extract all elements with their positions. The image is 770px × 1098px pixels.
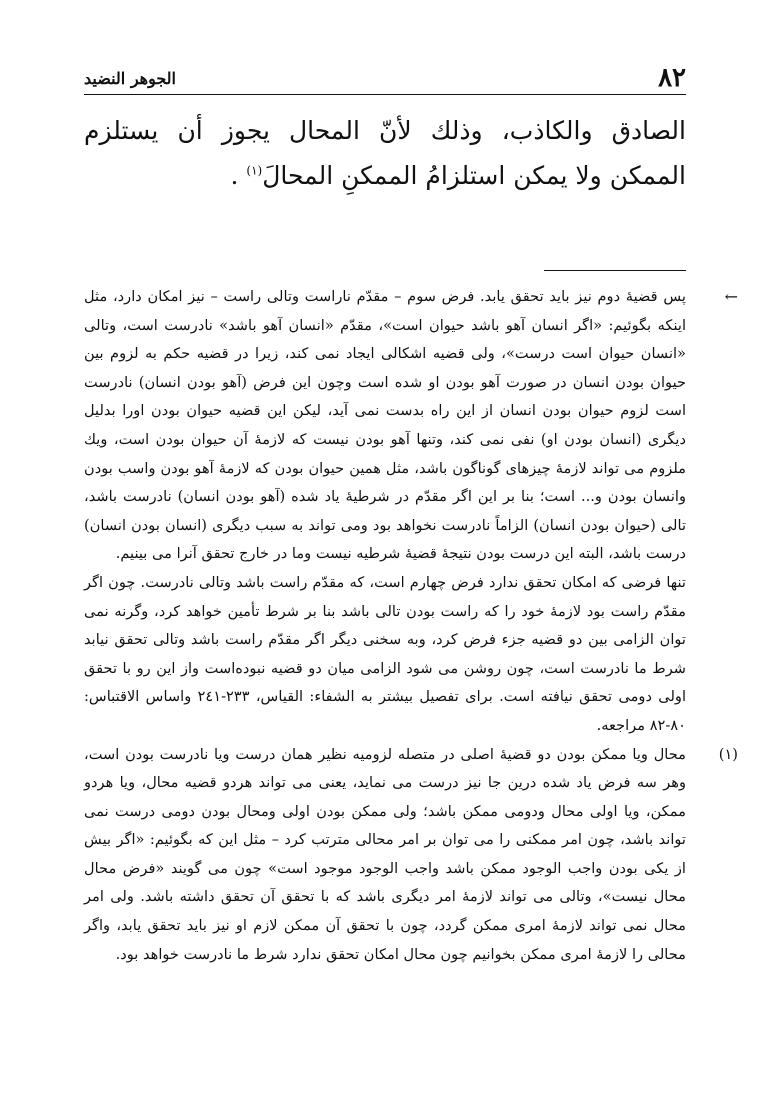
footnote-number: (١) xyxy=(718,745,738,763)
running-title: الجوهر النضيد xyxy=(84,69,176,88)
main-text-body: الصادق والكاذب، وذلك لأنّ المحال يجوز أن يستلزم الممكن ولا يمكن استلزامُ الممكنِ المحالَ xyxy=(84,116,686,190)
main-text-end-mark: . xyxy=(230,161,247,190)
page-header xyxy=(84,64,686,95)
footnotes xyxy=(84,283,738,969)
page-number: ٨٢ xyxy=(658,63,686,93)
footnote-reference[interactable]: (١) xyxy=(246,163,263,178)
footnote-1 xyxy=(84,741,738,970)
footnote-paragraph: محال ويا ممكن بودن دو قضيۀ اصلى در متصله لزوميه نظير همان درست ويا نادرست بودن است، وهر سه فرض ياد شده درين جا نيز درست مى نمايد، يعنى مى تواند هردو قضيه محال، ويا هردو ممكن، ويا اولى محال ودومى ممكن باشد؛ ولى ممكن بودن اولى ومحال بودن دومى درست نمى تواند باشد، چون امر ممكنى را مى توان بر امر محالى مترتب كرد – مثل اين كه بگوئيم: «اگر بيش از يكى بودن واجب الوجود ممكن باشد واجب الوجود موجود است» چون مى گويند «فرض محال محال نيست»، وتالى مى تواند لازمۀ امر ديگرى باشد كه با تحقق آن تحقق داشته باشد. ولى امر محال نمى تواند لازمۀ امرى ممكن گردد، چون با تحقق آن ممكن لازم او نيز بايد تحقق يابد، واگر محالى را لازمۀ امرى ممكن بخوانيم چون محال امكان تحقق ندارد شرط ما نادرست خواهد بود. xyxy=(84,745,686,963)
footnote-paragraph: پس قضيۀ دوم نيز بايد تحقق يابد. فرض سوم – مقدّم ناراست وتالى راست – نيز امكان دارد، مثل اينكه بگوئيم: «اگر انسان آهو باشد حيوان است»، مقدّم «انسان آهو باشد» نادرست است، وتالى «انسان حيوان است درست»، ولى قضيه اشكالى ايجاد نمى كند، زيرا در قضيه حكم به لزوم بين حيوان بودن انسان در صورت آهو بودن او شده است وچون اين فرض (آهو بودن انسان) نادرست است لزوم حيوان بودن انسان از اين راه بدست نمى آيد، ليكن اين قضيه حيوان بودن اورا بدليل ديگرى (انسان بودن او) نفى نمى كند، وتنها آهو بودن نيست كه لازمۀ آن حيوان بودن است، ويك ملزوم مى تواند لازمۀ چيزهاى گوناگون باشد، مثل همين حيوان بودن كه لازمۀ آهو بودن واسب بودن وانسان بودن و... است؛ بنا بر اين اگر مقدّم در شرطيۀ ياد شده (آهو بودن انسان) نادرست باشد، تالى (حيوان بودن انسان) الزاماً نادرست نخواهد بود ومى تواند به سبب ديگرى (انسان بودن انسان) درست باشد، البته اين درست بودن نتيجۀ قضيۀ شرطيه نيست وما در خارج تحقق آنرا مى بينيم. xyxy=(84,288,686,563)
footnote-continuation xyxy=(84,283,738,741)
footnote-paragraph: تنها فرضى كه امكان تحقق ندارد فرض چهارم است، كه مقدّم راست باشد وتالى نادرست. چون اگر مقدّم راست بود لازمۀ خود را كه راست بودن تالى باشد بنا بر شرط تأمين خواهد كرد، وگرنه نمى توان الزامى بين دو قضيه جزء فرض كرد، وبه سخنى ديگر اگر مقدّم راست باشد وتالى تحقق نيابد شرط ما نادرست است، چون روشن مى شود الزامى ميان دو قضيه نبوده‌است واز اين رو با تحقق اولى دومى تحقق نيافته است. براى تفصيل بيشتر به الشفاء: القياس، ٢٣٣-٢٤١ واساس الاقتباس: ٨٠-٨٢ مراجعه. xyxy=(84,573,686,734)
continuation-arrow-icon: ← xyxy=(724,287,738,306)
main-text xyxy=(84,108,686,198)
footnote-separator xyxy=(544,270,686,271)
